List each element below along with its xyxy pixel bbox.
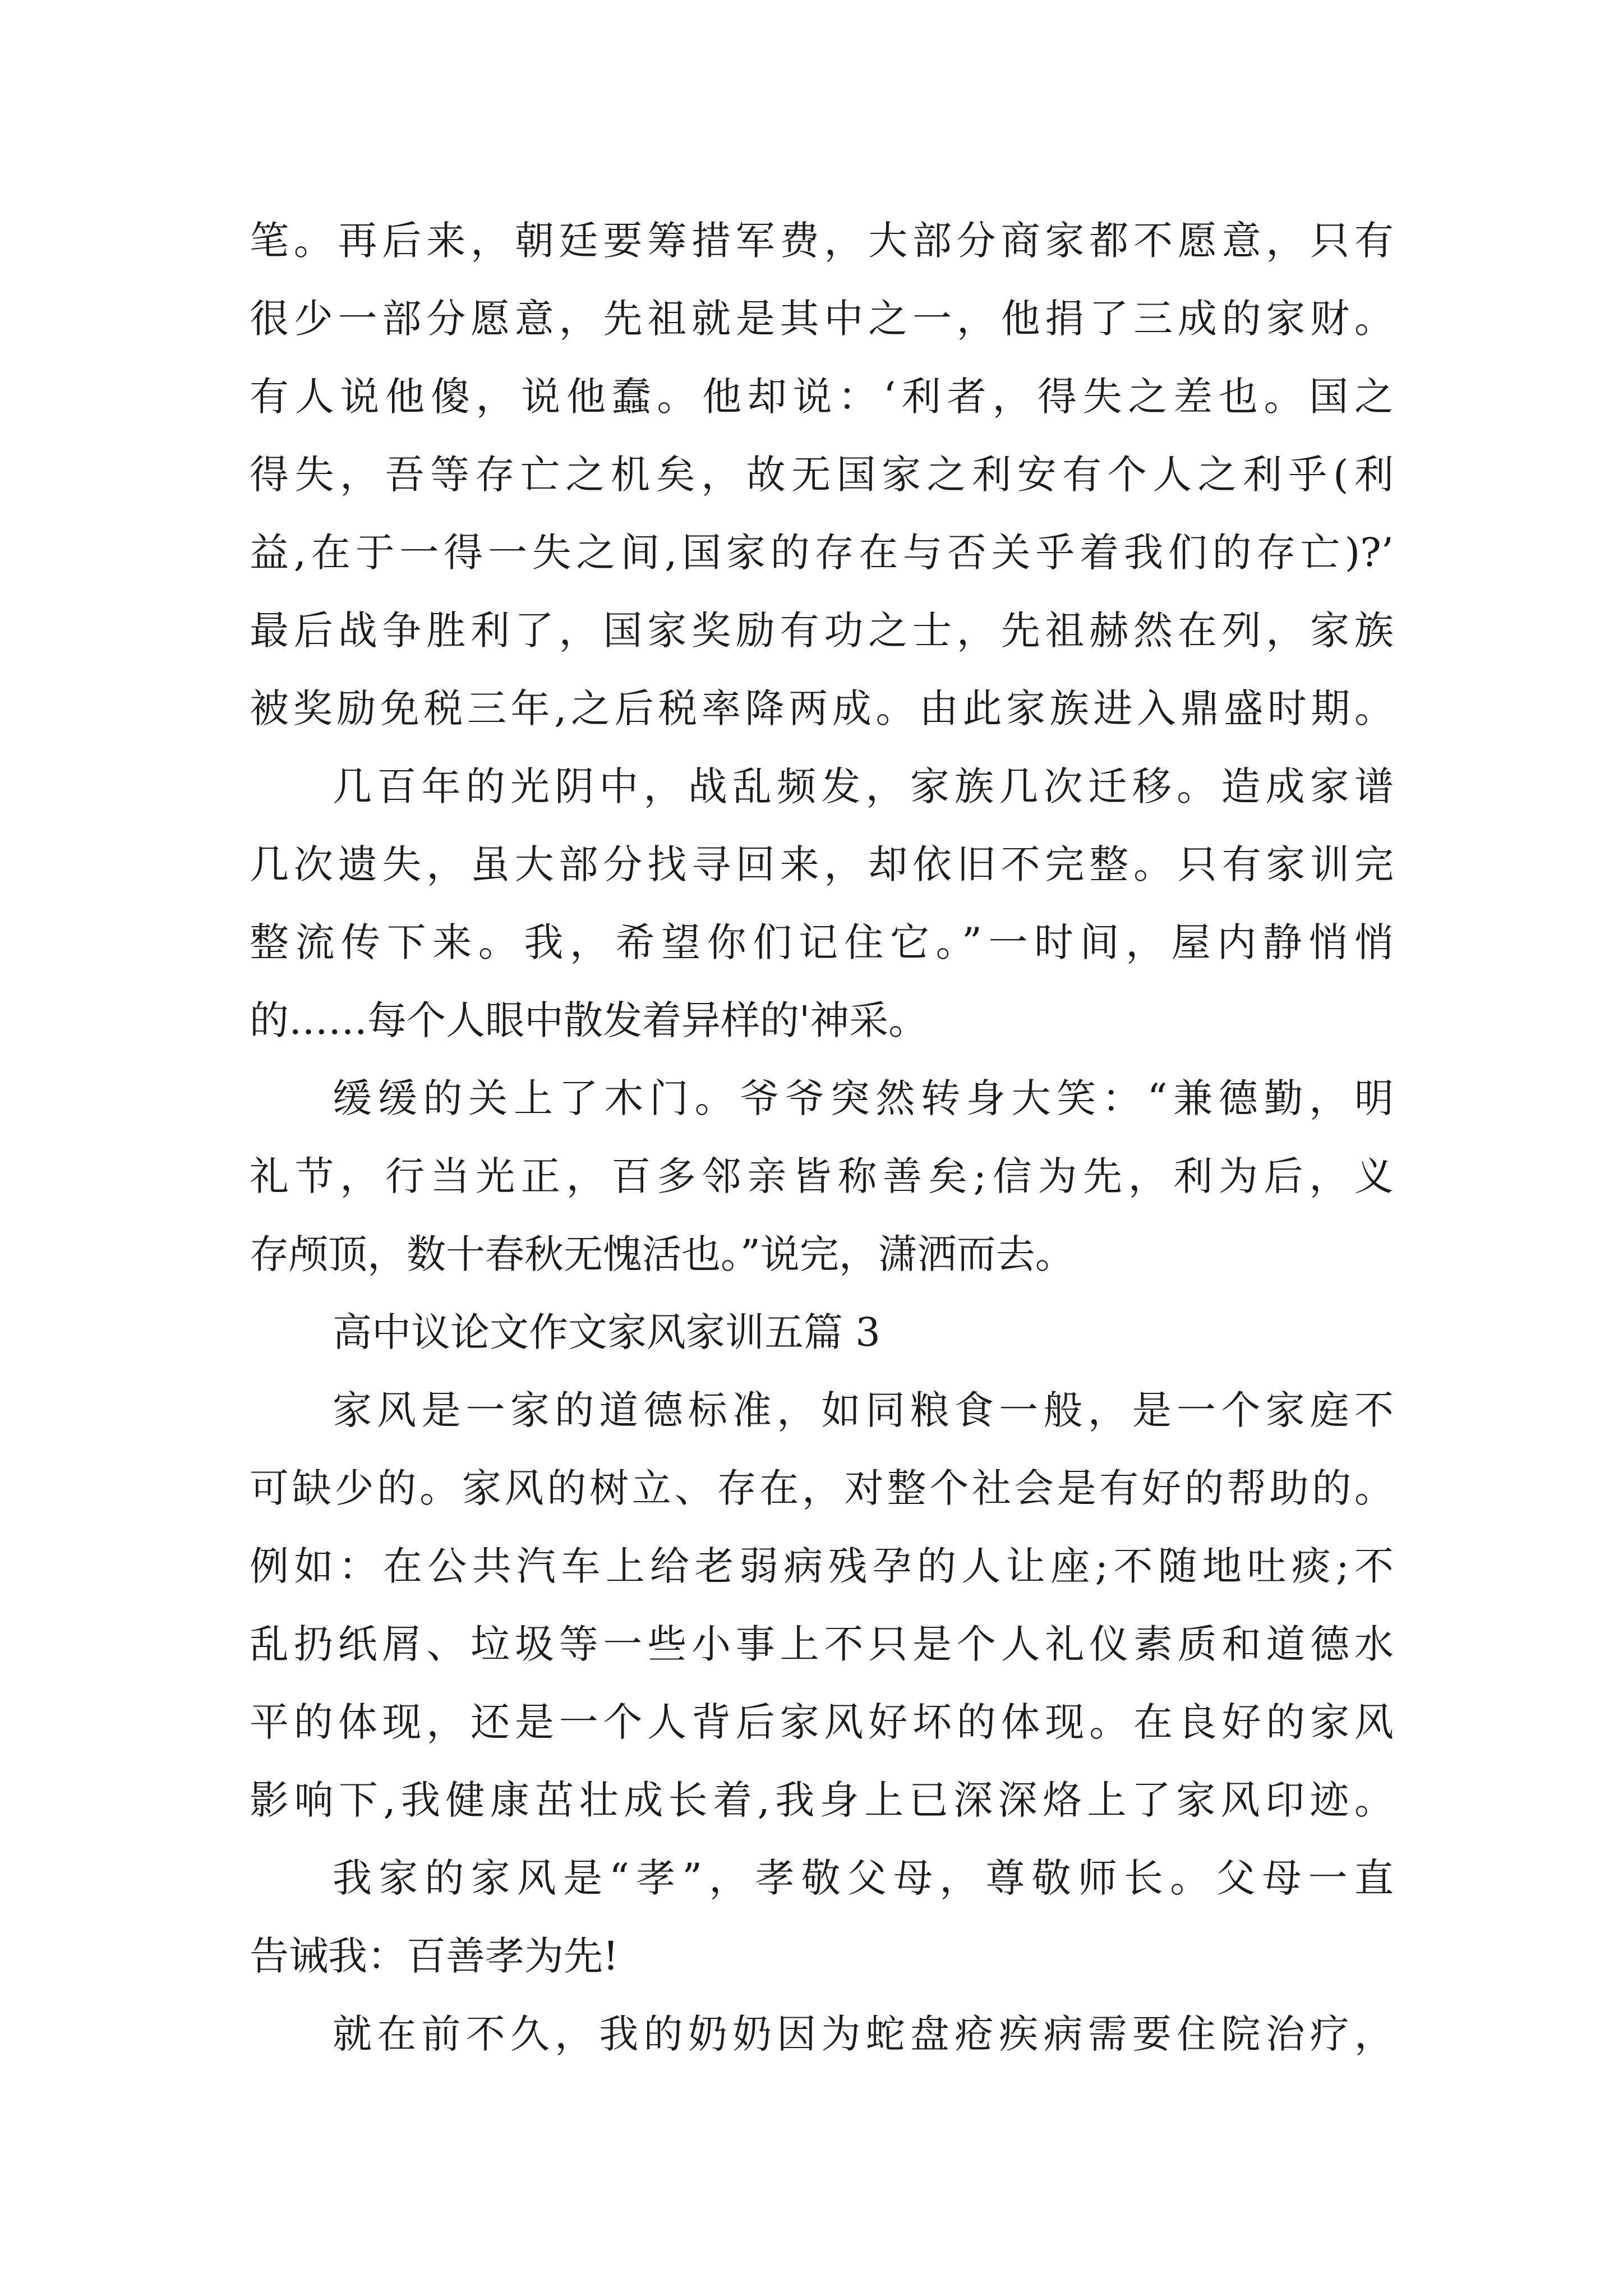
text-line: 影响下,我健康茁壮成长着,我身上已深深烙上了家风印迹。 [250, 1777, 1394, 1823]
text-line: 缓缓的关上了木门。爷爷突然转身大笑：“兼德勤，明 [333, 1075, 1394, 1121]
text-line: 最后战争胜利了，国家奖励有功之士，先祖赫然在列，家族 [250, 608, 1394, 654]
paragraph-ancestor-story-end [250, 202, 1394, 748]
text-line: 的……每个人眼中散发着异样的'神采。 [250, 997, 928, 1043]
paragraph-family-tradition-intro [250, 1372, 1394, 1839]
text-line: 平的体现，还是一个人背后家风好坏的体现。在良好的家风 [250, 1699, 1394, 1745]
paragraph-grandfather-laugh [250, 1060, 1394, 1294]
text-line: 很少一部分愿意，先祖就是其中之一，他捐了三成的家财。 [250, 296, 1394, 342]
paragraph-filial-piety [250, 1839, 1394, 1995]
text-line: 存颅顶，数十春秋无愧活也。”说完，潇洒而去。 [250, 1231, 1075, 1277]
text-line: 乱扔纸屑、垃圾等一些小事上不只是个人礼仪素质和道德水 [250, 1621, 1394, 1667]
text-line: 被奖励免税三年,之后税率降两成。由此家族进入鼎盛时期。 [250, 685, 1394, 731]
text-line: 例如：在公共汽车上给老弱病残孕的人让座;不随地吐痰;不 [250, 1543, 1394, 1589]
text-line: 家风是一家的道德标准，如同粮食一般，是一个家庭不 [333, 1387, 1394, 1433]
paragraph-family-migration [250, 748, 1394, 1060]
text-line: 有人说他傻，说他蠢。他却说：‘利者，得失之差也。国之 [250, 374, 1394, 420]
text-line: 几次遗失，虽大部分找寻回来，却依旧不完整。只有家训完 [250, 841, 1394, 887]
text-line: 可缺少的。家风的树立、存在，对整个社会是有好的帮助的。 [250, 1465, 1394, 1511]
text-line: 礼节，行当光正，百多邻亲皆称善矣;信为先，利为后，义 [250, 1153, 1394, 1199]
document-body [250, 202, 1394, 2073]
text-line: 得失，吾等存亡之机矣，故无国家之利安有个人之利乎(利 [250, 452, 1394, 498]
text-line: 就在前不久，我的奶奶因为蛇盘疮疾病需要住院治疗， [333, 2011, 1394, 2057]
text-line: 几百年的光阴中，战乱频发，家族几次迁移。造成家谱 [333, 763, 1394, 809]
text-line: 告诫我：百善孝为先! [250, 1933, 619, 1979]
text-line: 我家的家风是“孝”，孝敬父母，尊敬师长。父母一直 [333, 1855, 1394, 1901]
section-heading: 高中议论文作文家风家训五篇 3 [333, 1309, 880, 1355]
paragraph-grandmother-hospital [250, 1995, 1394, 2073]
text-line: 益,在于一得一失之间,国家的存在与否关乎着我们的存亡)?’ [250, 530, 1394, 576]
text-line: 整流传下来。我，希望你们记住它。”一时间，屋内静悄悄 [250, 919, 1394, 965]
text-line: 笔。再后来，朝廷要筹措军费，大部分商家都不愿意，只有 [250, 218, 1394, 264]
